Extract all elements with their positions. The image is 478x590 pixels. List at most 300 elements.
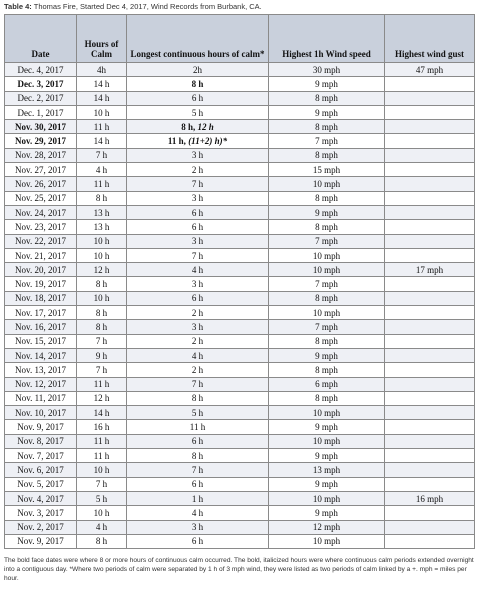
cell-wind-speed-text: 8 mph [315, 193, 338, 204]
cell-date [5, 277, 77, 291]
cell-hours-calm [77, 163, 127, 177]
cell-longest-calm-text: 2 h [191, 307, 204, 318]
cell-hours-calm-text: 5 h [95, 493, 108, 504]
cell-hours-calm-text: 10 h [93, 464, 110, 475]
cell-date [5, 377, 77, 391]
table-row [5, 234, 475, 248]
cell-longest-calm [127, 63, 269, 77]
cell-wind-speed-text: 10 mph [312, 436, 341, 447]
cell-wind-gust [385, 334, 475, 348]
cell-longest-calm [127, 234, 269, 248]
cell-date-text: Nov. 3, 2017 [17, 507, 64, 518]
cell-hours-calm-text: 11 h [93, 179, 110, 190]
cell-wind-speed [269, 177, 385, 191]
cell-date [5, 449, 77, 463]
cell-date-text: Nov. 6, 2017 [17, 464, 64, 475]
cell-date [5, 148, 77, 162]
cell-hours-calm [77, 520, 127, 534]
cell-date [5, 348, 77, 362]
cell-longest-calm [127, 105, 269, 119]
table-row [5, 534, 475, 548]
cell-date [5, 406, 77, 420]
cell-wind-speed [269, 91, 385, 105]
cell-hours-calm-text: 11 h [93, 450, 110, 461]
cell-date [5, 91, 77, 105]
table-row [5, 148, 475, 162]
cell-wind-speed [269, 449, 385, 463]
cell-hours-calm [77, 91, 127, 105]
table-row [5, 320, 475, 334]
cell-date-text: Nov. 25, 2017 [15, 193, 66, 204]
cell-longest-calm-text: 3 h [191, 522, 204, 533]
cell-hours-calm-text: 10 h [93, 107, 110, 118]
cell-hours-calm [77, 77, 127, 91]
cell-wind-speed-text: 8 mph [315, 121, 338, 132]
cell-wind-speed [269, 291, 385, 305]
header-hours-calm: Hours of Calm [77, 15, 127, 63]
cell-hours-calm [77, 134, 127, 148]
cell-longest-calm-overnight: 12 h [197, 121, 214, 132]
header-date: Date [5, 15, 77, 63]
table-row [5, 434, 475, 448]
table-row [5, 77, 475, 91]
cell-date-text: Nov. 4, 2017 [17, 493, 64, 504]
cell-longest-calm-text: 2 h [191, 164, 204, 175]
cell-wind-gust [385, 77, 475, 91]
cell-wind-gust [385, 191, 475, 205]
cell-wind-speed [269, 491, 385, 505]
cell-longest-calm [127, 406, 269, 420]
cell-date-text: Nov. 15, 2017 [15, 336, 66, 347]
cell-hours-calm [77, 277, 127, 291]
cell-longest-calm [127, 177, 269, 191]
cell-date [5, 220, 77, 234]
cell-longest-calm [127, 134, 269, 148]
cell-date [5, 263, 77, 277]
cell-hours-calm-text: 10 h [93, 236, 110, 247]
cell-wind-speed-text: 8 mph [315, 336, 338, 347]
cell-longest-calm [127, 491, 269, 505]
table-row [5, 306, 475, 320]
cell-wind-speed [269, 120, 385, 134]
cell-date-text: Nov. 10, 2017 [15, 407, 66, 418]
cell-wind-gust [385, 148, 475, 162]
cell-date-text: Dec. 1, 2017 [17, 107, 64, 118]
cell-hours-calm [77, 377, 127, 391]
cell-date [5, 234, 77, 248]
cell-date-text: Nov. 11, 2017 [15, 393, 66, 404]
cell-date [5, 291, 77, 305]
cell-longest-calm [127, 77, 269, 91]
cell-longest-calm-text: 4 h [191, 350, 204, 361]
cell-wind-speed [269, 420, 385, 434]
cell-hours-calm-text: 14 h [93, 136, 110, 147]
cell-longest-calm-text: 5 h [191, 107, 204, 118]
cell-hours-calm [77, 191, 127, 205]
cell-hours-calm [77, 363, 127, 377]
cell-longest-calm-text: 4 h [191, 264, 204, 275]
cell-longest-calm-text: 7 h [191, 250, 204, 261]
cell-wind-speed-text: 15 mph [312, 164, 341, 175]
table-body [5, 63, 475, 549]
cell-hours-calm [77, 534, 127, 548]
cell-wind-speed-text: 30 mph [312, 64, 341, 75]
cell-hours-calm [77, 306, 127, 320]
cell-longest-calm-text: 11 h, [167, 136, 189, 147]
cell-hours-calm-text: 8 h [95, 321, 108, 332]
table-row [5, 248, 475, 262]
cell-wind-speed [269, 191, 385, 205]
cell-longest-calm [127, 506, 269, 520]
cell-wind-gust [385, 420, 475, 434]
cell-hours-calm [77, 248, 127, 262]
cell-wind-gust [385, 534, 475, 548]
cell-wind-speed [269, 348, 385, 362]
cell-longest-calm [127, 277, 269, 291]
table-row [5, 177, 475, 191]
cell-wind-gust [385, 291, 475, 305]
cell-hours-calm [77, 234, 127, 248]
cell-wind-speed [269, 234, 385, 248]
cell-date-text: Nov. 29, 2017 [14, 136, 66, 147]
cell-date-text: Nov. 2, 2017 [17, 522, 64, 533]
cell-date [5, 163, 77, 177]
table-row [5, 205, 475, 219]
cell-hours-calm [77, 491, 127, 505]
cell-hours-calm-text: 4h [97, 64, 106, 75]
cell-date-text: Dec. 3, 2017 [17, 78, 64, 89]
cell-wind-speed-text: 9 mph [315, 207, 338, 218]
table-row [5, 391, 475, 405]
cell-longest-calm-text: 3 h [191, 279, 204, 290]
table-row [5, 477, 475, 491]
cell-wind-speed-text: 12 mph [312, 522, 341, 533]
header-longest-calm: Longest continuous hours of calm* [127, 15, 269, 63]
cell-date-text: Nov. 26, 2017 [15, 179, 66, 190]
cell-wind-speed-text: 9 mph [315, 107, 338, 118]
cell-longest-calm-text: 7 h [191, 179, 204, 190]
cell-longest-calm [127, 534, 269, 548]
cell-hours-calm-text: 13 h [93, 221, 110, 232]
cell-wind-speed [269, 220, 385, 234]
table-header-row [5, 15, 475, 63]
cell-wind-speed [269, 77, 385, 91]
cell-wind-gust [385, 234, 475, 248]
cell-wind-speed-text: 9 mph [315, 450, 338, 461]
table-row [5, 491, 475, 505]
cell-wind-speed [269, 248, 385, 262]
cell-longest-calm [127, 348, 269, 362]
wind-records-table [4, 14, 475, 549]
table-row [5, 406, 475, 420]
cell-wind-speed [269, 306, 385, 320]
cell-hours-calm [77, 406, 127, 420]
cell-longest-calm-text: 6 h [191, 536, 204, 547]
cell-longest-calm [127, 205, 269, 219]
cell-longest-calm-overnight: (11+2) h)* [188, 136, 228, 147]
cell-date-text: Dec. 2, 2017 [17, 93, 64, 104]
cell-wind-speed [269, 263, 385, 277]
table-row [5, 105, 475, 119]
cell-hours-calm-text: 8 h [95, 307, 108, 318]
cell-longest-calm-text: 2h [193, 64, 202, 75]
cell-wind-gust [385, 91, 475, 105]
cell-hours-calm-text: 8 h [95, 193, 108, 204]
cell-wind-speed [269, 534, 385, 548]
cell-longest-calm-text: 8 h [191, 450, 204, 461]
cell-date-text: Nov. 19, 2017 [15, 279, 66, 290]
cell-longest-calm [127, 191, 269, 205]
cell-hours-calm [77, 391, 127, 405]
cell-hours-calm [77, 434, 127, 448]
cell-wind-speed [269, 391, 385, 405]
cell-hours-calm-text: 10 h [93, 250, 110, 261]
cell-wind-speed [269, 377, 385, 391]
cell-date [5, 120, 77, 134]
cell-wind-speed-text: 7 mph [315, 236, 338, 247]
cell-hours-calm-text: 7 h [95, 364, 108, 375]
cell-hours-calm-text: 14 h [93, 407, 110, 418]
cell-wind-speed-text: 8 mph [315, 393, 338, 404]
cell-wind-gust [385, 348, 475, 362]
cell-date [5, 320, 77, 334]
cell-wind-speed-text: 7 mph [315, 279, 338, 290]
cell-longest-calm [127, 334, 269, 348]
cell-longest-calm [127, 306, 269, 320]
cell-date-text: Nov. 18, 2017 [15, 293, 66, 304]
cell-wind-speed-text: 10 mph [312, 179, 341, 190]
table-row [5, 348, 475, 362]
cell-date-text: Nov. 21, 2017 [15, 250, 66, 261]
cell-wind-gust [385, 205, 475, 219]
table-row [5, 134, 475, 148]
cell-wind-speed [269, 463, 385, 477]
cell-wind-speed [269, 406, 385, 420]
cell-wind-gust [385, 391, 475, 405]
cell-longest-calm [127, 463, 269, 477]
cell-longest-calm-text: 6 h [191, 207, 204, 218]
cell-longest-calm [127, 477, 269, 491]
cell-hours-calm [77, 105, 127, 119]
cell-wind-speed-text: 6 mph [315, 379, 338, 390]
cell-longest-calm-text: 7 h [191, 464, 204, 475]
cell-date [5, 391, 77, 405]
cell-longest-calm-text: 6 h [191, 479, 204, 490]
table-row [5, 191, 475, 205]
cell-date [5, 105, 77, 119]
cell-hours-calm [77, 506, 127, 520]
cell-longest-calm-text: 4 h [191, 507, 204, 518]
cell-hours-calm [77, 63, 127, 77]
cell-wind-gust [385, 491, 475, 505]
cell-wind-gust [385, 120, 475, 134]
cell-wind-gust [385, 248, 475, 262]
cell-hours-calm [77, 334, 127, 348]
cell-wind-speed [269, 477, 385, 491]
header-wind-gust: Highest wind gust [385, 15, 475, 63]
cell-longest-calm-text: 3 h [191, 321, 204, 332]
cell-hours-calm [77, 420, 127, 434]
cell-wind-gust [385, 277, 475, 291]
cell-longest-calm-text: 7 h [191, 379, 204, 390]
cell-wind-speed-text: 9 mph [315, 479, 338, 490]
cell-date-text: Nov. 28, 2017 [15, 150, 66, 161]
cell-wind-speed-text: 7 mph [315, 321, 338, 332]
table-row [5, 91, 475, 105]
cell-longest-calm [127, 120, 269, 134]
cell-wind-speed-text: 8 mph [315, 293, 338, 304]
cell-longest-calm [127, 391, 269, 405]
cell-wind-gust [385, 163, 475, 177]
cell-wind-speed [269, 277, 385, 291]
cell-wind-gust [385, 363, 475, 377]
cell-wind-gust [385, 177, 475, 191]
cell-wind-gust [385, 506, 475, 520]
table-row [5, 163, 475, 177]
cell-date-text: Nov. 17, 2017 [15, 307, 66, 318]
cell-wind-gust [385, 406, 475, 420]
cell-wind-speed-text: 13 mph [312, 464, 341, 475]
cell-wind-gust [385, 306, 475, 320]
cell-hours-calm-text: 12 h [93, 393, 110, 404]
cell-longest-calm [127, 449, 269, 463]
cell-wind-speed-text: 10 mph [312, 536, 341, 547]
cell-longest-calm [127, 363, 269, 377]
table-row [5, 463, 475, 477]
cell-date [5, 463, 77, 477]
cell-wind-speed-text: 10 mph [312, 250, 341, 261]
cell-date-text: Nov. 22, 2017 [15, 236, 66, 247]
cell-wind-speed [269, 434, 385, 448]
table-row [5, 506, 475, 520]
cell-longest-calm [127, 148, 269, 162]
cell-wind-speed-text: 8 mph [315, 221, 338, 232]
cell-date-text: Nov. 12, 2017 [15, 379, 66, 390]
cell-hours-calm [77, 348, 127, 362]
cell-wind-speed [269, 148, 385, 162]
cell-wind-speed-text: 8 mph [315, 364, 338, 375]
cell-wind-speed [269, 334, 385, 348]
cell-date [5, 506, 77, 520]
cell-wind-speed-text: 9 mph [315, 507, 338, 518]
cell-hours-calm [77, 291, 127, 305]
cell-date-text: Nov. 14, 2017 [15, 350, 66, 361]
header-wind-speed: Highest 1h Wind speed [269, 15, 385, 63]
cell-date [5, 63, 77, 77]
cell-wind-speed-text: 10 mph [312, 493, 341, 504]
cell-date-text: Nov. 30, 2017 [14, 121, 66, 132]
cell-date-text: Nov. 8, 2017 [17, 436, 64, 447]
cell-longest-calm-text: 8 h [191, 393, 204, 404]
cell-date [5, 248, 77, 262]
table-row [5, 420, 475, 434]
cell-longest-calm-text: 11 h [189, 422, 206, 433]
cell-date [5, 134, 77, 148]
cell-date-text: Nov. 5, 2017 [17, 479, 64, 490]
cell-date [5, 77, 77, 91]
cell-longest-calm [127, 420, 269, 434]
cell-wind-gust [385, 63, 475, 77]
cell-hours-calm-text: 13 h [93, 207, 110, 218]
table-caption [4, 2, 474, 12]
cell-wind-speed-text: 8 mph [315, 93, 338, 104]
cell-wind-gust [385, 105, 475, 119]
cell-hours-calm [77, 477, 127, 491]
cell-wind-speed [269, 520, 385, 534]
cell-hours-calm [77, 220, 127, 234]
cell-date [5, 534, 77, 548]
cell-date-text: Nov. 16, 2017 [15, 321, 66, 332]
cell-date [5, 177, 77, 191]
cell-wind-speed-text: 7 mph [315, 136, 338, 147]
cell-hours-calm-text: 14 h [93, 93, 110, 104]
cell-wind-speed [269, 363, 385, 377]
cell-longest-calm [127, 377, 269, 391]
table-row [5, 334, 475, 348]
cell-hours-calm-text: 11 h [93, 121, 110, 132]
cell-date-text: Dec. 4, 2017 [17, 64, 64, 75]
table-row [5, 291, 475, 305]
cell-wind-gust [385, 520, 475, 534]
cell-date [5, 520, 77, 534]
cell-date [5, 420, 77, 434]
cell-wind-gust [385, 220, 475, 234]
table-row [5, 449, 475, 463]
table-row [5, 377, 475, 391]
table-footnote: The bold face dates were where 8 or more hours of continuous calm occurred. The bold, italicized hours were where continuous calm periods extended overnight into a contiguous day. *Where two periods of calm were separated by 1 h of 3 mph wind, they were listed as two periods of calm linked by a +. mph = miles per hour. [4, 557, 474, 582]
cell-longest-calm-text: 1 h [191, 493, 204, 504]
cell-wind-gust [385, 320, 475, 334]
caption-label: Table 4: [4, 2, 32, 11]
cell-hours-calm-text: 9 h [95, 350, 108, 361]
cell-longest-calm-text: 5 h [191, 407, 204, 418]
cell-date [5, 205, 77, 219]
cell-hours-calm [77, 263, 127, 277]
cell-hours-calm [77, 205, 127, 219]
table-row [5, 363, 475, 377]
cell-hours-calm-text: 8 h [95, 536, 108, 547]
cell-longest-calm-text: 6 h [191, 293, 204, 304]
cell-longest-calm-text: 8 h, [181, 121, 198, 132]
caption-text: Thomas Fire, Started Dec 4, 2017, Wind Records from Burbank, CA. [33, 2, 262, 11]
cell-longest-calm [127, 520, 269, 534]
cell-date [5, 491, 77, 505]
table-row [5, 520, 475, 534]
cell-wind-speed-text: 10 mph [312, 264, 341, 275]
cell-wind-gust [385, 434, 475, 448]
cell-hours-calm-text: 7 h [95, 336, 108, 347]
cell-wind-gust-text: 16 mph [415, 493, 444, 504]
cell-hours-calm-text: 16 h [93, 422, 110, 433]
cell-hours-calm [77, 320, 127, 334]
cell-wind-speed [269, 105, 385, 119]
cell-wind-speed [269, 205, 385, 219]
cell-date-text: Nov. 9, 2017 [17, 422, 64, 433]
cell-wind-gust [385, 463, 475, 477]
cell-date [5, 306, 77, 320]
cell-wind-gust [385, 134, 475, 148]
cell-hours-calm-text: 7 h [95, 479, 108, 490]
cell-date-text: Nov. 13, 2017 [15, 364, 66, 375]
cell-longest-calm [127, 220, 269, 234]
cell-hours-calm-text: 12 h [93, 264, 110, 275]
cell-wind-speed-text: 8 mph [315, 150, 338, 161]
cell-hours-calm [77, 463, 127, 477]
cell-hours-calm [77, 177, 127, 191]
cell-wind-speed [269, 320, 385, 334]
cell-wind-gust [385, 449, 475, 463]
cell-date-text: Nov. 27, 2017 [15, 164, 66, 175]
